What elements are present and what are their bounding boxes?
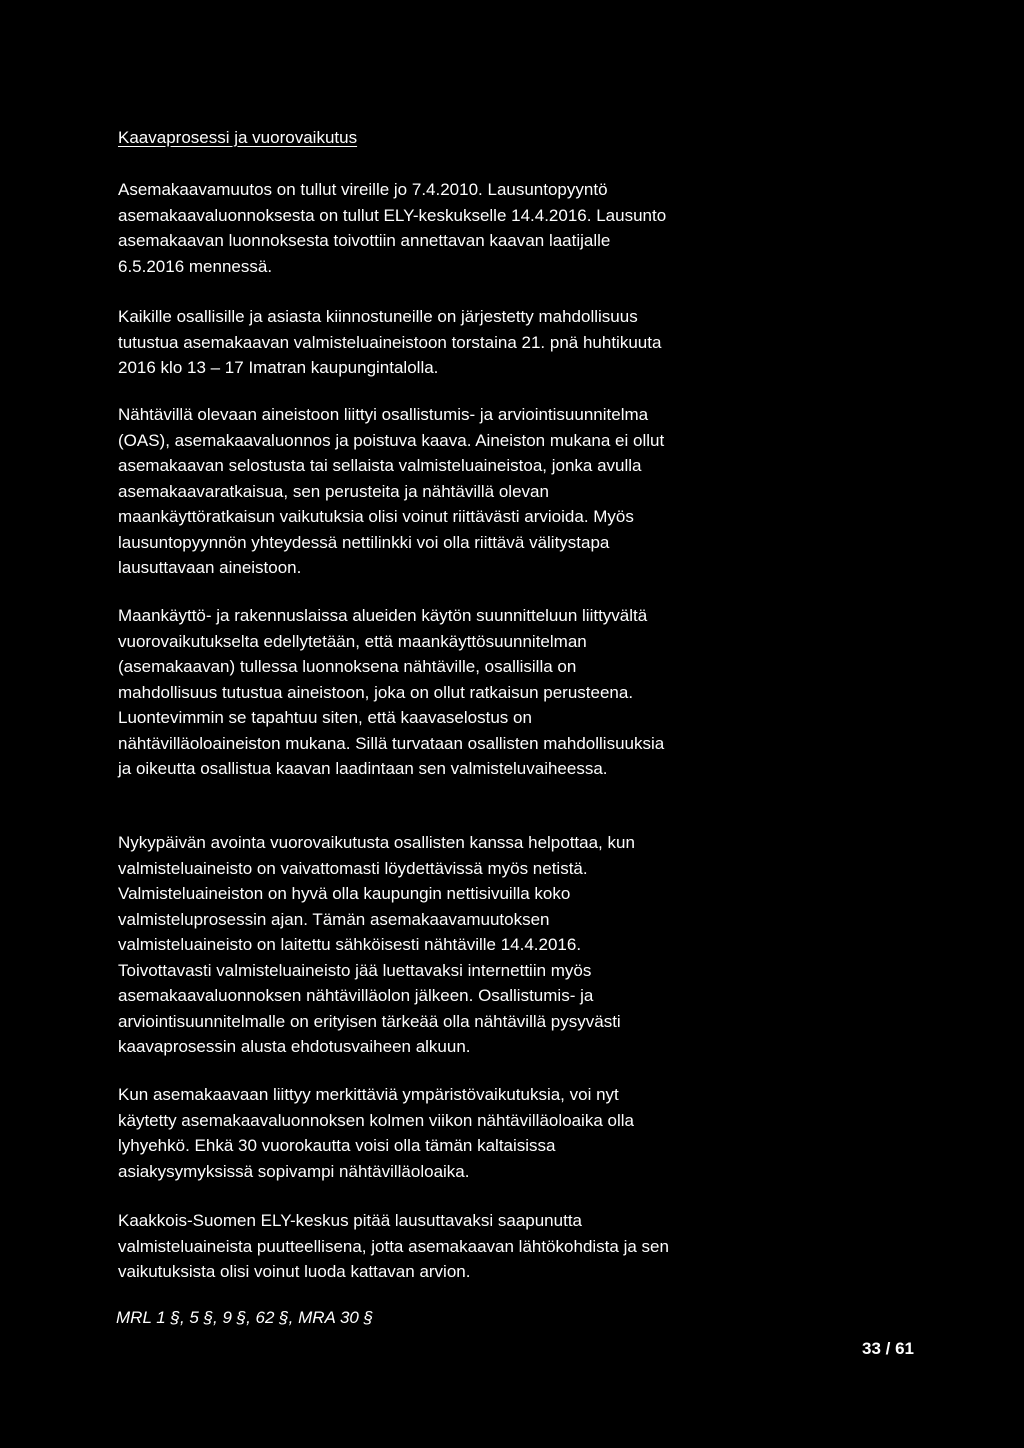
page-number: 33 / 61 bbox=[862, 1339, 914, 1358]
section-heading: Kaavaprosessi ja vuorovaikutus bbox=[118, 128, 358, 147]
paragraph-viewing-period: Kun asemakaavaan liittyy merkittäviä ympäristövaikutuksia, voi nyt käytetty asemakaavaluonnoksen kolmen viikon nähtävilläoloaika olla lyhyehkö. Ehkä 30 vuorokautta voisi olla tämän kaltaisissa asiakysymyksissä sopivampi nähtävilläoloaika. bbox=[118, 1085, 634, 1181]
paragraph-conclusion: Kaakkois-Suomen ELY-keskus pitää lausuttavaksi saapunutta valmisteluaineista puutteellisena, jotta asemakaavan lähtökohdista ja sen vaikutuksista olisi voinut luoda kattavan arvion. bbox=[118, 1211, 669, 1281]
paragraph-online-availability: Nykypäivän avointa vuorovaikutusta osallisten kanssa helpottaa, kun valmisteluaineisto on vaivattomasti löydettävissä myös netistä. Valmisteluaineiston on hyvä olla kaupungin nettisivuilla koko valmisteluprosessin ajan. Tämän asemakaavamuutoksen valmisteluaineisto on laitettu sähköisesti nähtäville 14.4.2016. Toivottavasti valmisteluaineisto jää luettavaksi internettiin myös asemakaavaluonnoksen nähtävilläolon jälkeen. Osallistumis- ja arviointisuunnitelmalle on erityisen tärkeää olla nähtävillä pysyvästi kaavaprosessin alusta ehdotusvaiheen alkuun. bbox=[118, 833, 635, 1056]
paragraph-material-contents: Nähtävillä olevaan aineistoon liittyi osallistumis- ja arviointisuunnitelma (OAS), asemakaavaluonnos ja poistuva kaava. Aineiston mukana ei ollut asemakaavan selostusta tai sellaista valmisteluaineistoa, jonka avulla asemakaavaratkaisua, sen perusteita ja nähtävillä olevan maankäyttöratkaisun vaikutuksia olisi voinut riittävästi arvioida. Myös lausuntopyynnön yhteydessä nettilinkki voi olla riittävä välitystapa lausuttavaan aineistoon. bbox=[118, 405, 665, 577]
legal-reference: MRL 1 §, 5 §, 9 §, 62 §, MRA 30 § bbox=[116, 1308, 374, 1327]
paragraph-intro-status: Asemakaavamuutos on tullut vireille jo 7.4.2010. Lausuntopyyntö asemakaavaluonnoksesta on tullut ELY-keskukselle 14.4.2016. Lausunto asemakaavan luonnoksesta toivottiin annettavan kaavan laatijalle 6.5.2016 mennessä. bbox=[118, 180, 667, 276]
paragraph-public-viewing: Kaikille osallisille ja asiasta kiinnostuneille on järjestetty mahdollisuus tutustua asemakaavan valmisteluaineistoon torstaina 21. pnä huhtikuuta 2016 klo 13 – 17 Imatran kaupungintalolla. bbox=[118, 307, 662, 377]
paragraph-legal-requirements: Maankäyttö- ja rakennuslaissa alueiden käytön suunnitteluun liittyvältä vuorovaikutukselta edellytetään, että maankäyttösuunnitelman (asemakaavan) tullessa luonnoksena nähtäville, osallisilla on mahdollisuus tutustua aineistoon, joka on ollut ratkaisun perusteena. Luontevimmin se tapahtuu siten, että kaavaselostus on nähtävilläoloaineiston mukana. Sillä turvataan osallisten mahdollisuuksia ja oikeutta osallistua kaavan laadintaan sen valmisteluvaiheessa. bbox=[118, 606, 665, 778]
